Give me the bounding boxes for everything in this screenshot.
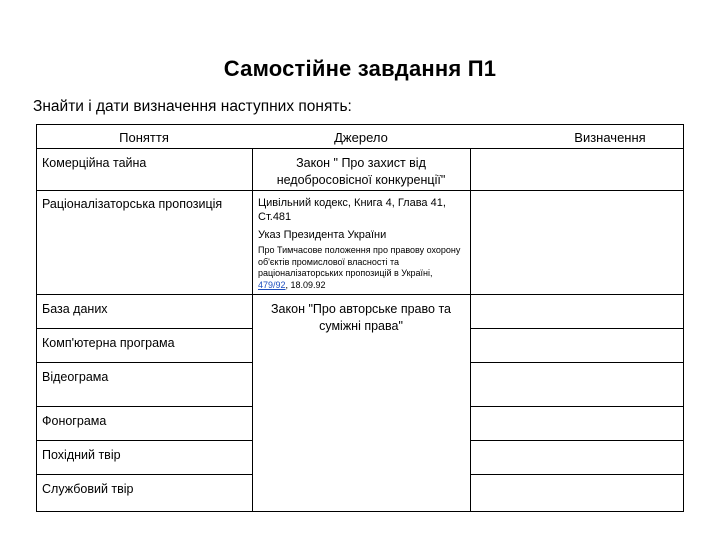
row-divider [36, 440, 252, 441]
row-divider [470, 440, 684, 441]
source-decree-details [258, 245, 464, 291]
concept-cell: Відеограма [42, 370, 109, 384]
source-cell: Закон "Про авторське право та суміжні права" [271, 302, 451, 333]
decree-title: Про Тимчасове положення про правову охорону об'єктів промислової власності та раціоналізаторських пропозицій в Україні, [258, 245, 461, 278]
row-divider [470, 362, 684, 363]
source-cell: Закон " Про захист від недобросовісної конкуренції" [276, 156, 446, 187]
header-concept: Поняття [119, 130, 169, 145]
source-presidential-decree: Указ Президента України [258, 229, 387, 241]
header-definition: Визначення [574, 130, 646, 145]
row-divider [36, 190, 252, 191]
column-divider-1 [252, 148, 253, 512]
concept-cell: Комерційна тайна [42, 156, 147, 170]
row-divider [470, 294, 684, 295]
row-divider [36, 406, 252, 407]
decree-number-link[interactable]: 479/92 [258, 279, 286, 290]
task-instruction: Знайти і дати визначення наступних понять: [33, 98, 352, 115]
decree-date: , 18.09.92 [285, 279, 326, 290]
header-source: Джерело [334, 130, 388, 145]
row-divider [36, 294, 252, 295]
row-divider [470, 328, 684, 329]
concept-cell: База даних [42, 302, 108, 316]
row-divider [470, 406, 684, 407]
source-civil-code: Цивільний кодекс, Книга 4, Глава 41, Ст.481 [258, 197, 446, 223]
row-divider [36, 328, 252, 329]
concept-cell: Раціоналізаторська пропозиція [42, 197, 223, 211]
row-divider [470, 190, 684, 191]
header-divider [36, 148, 684, 149]
concept-cell: Фонограма [42, 414, 107, 428]
concept-cell: Похідний твір [42, 448, 121, 462]
row-divider [252, 294, 470, 295]
column-divider-2 [470, 148, 471, 512]
page-title: Самостійне завдання П1 [223, 56, 497, 81]
row-divider [470, 474, 684, 475]
row-divider [252, 190, 470, 191]
row-divider [36, 362, 252, 363]
row-divider [36, 474, 252, 475]
concept-cell: Комп'ютерна програма [42, 336, 175, 350]
concept-cell: Службовий твір [42, 482, 134, 496]
